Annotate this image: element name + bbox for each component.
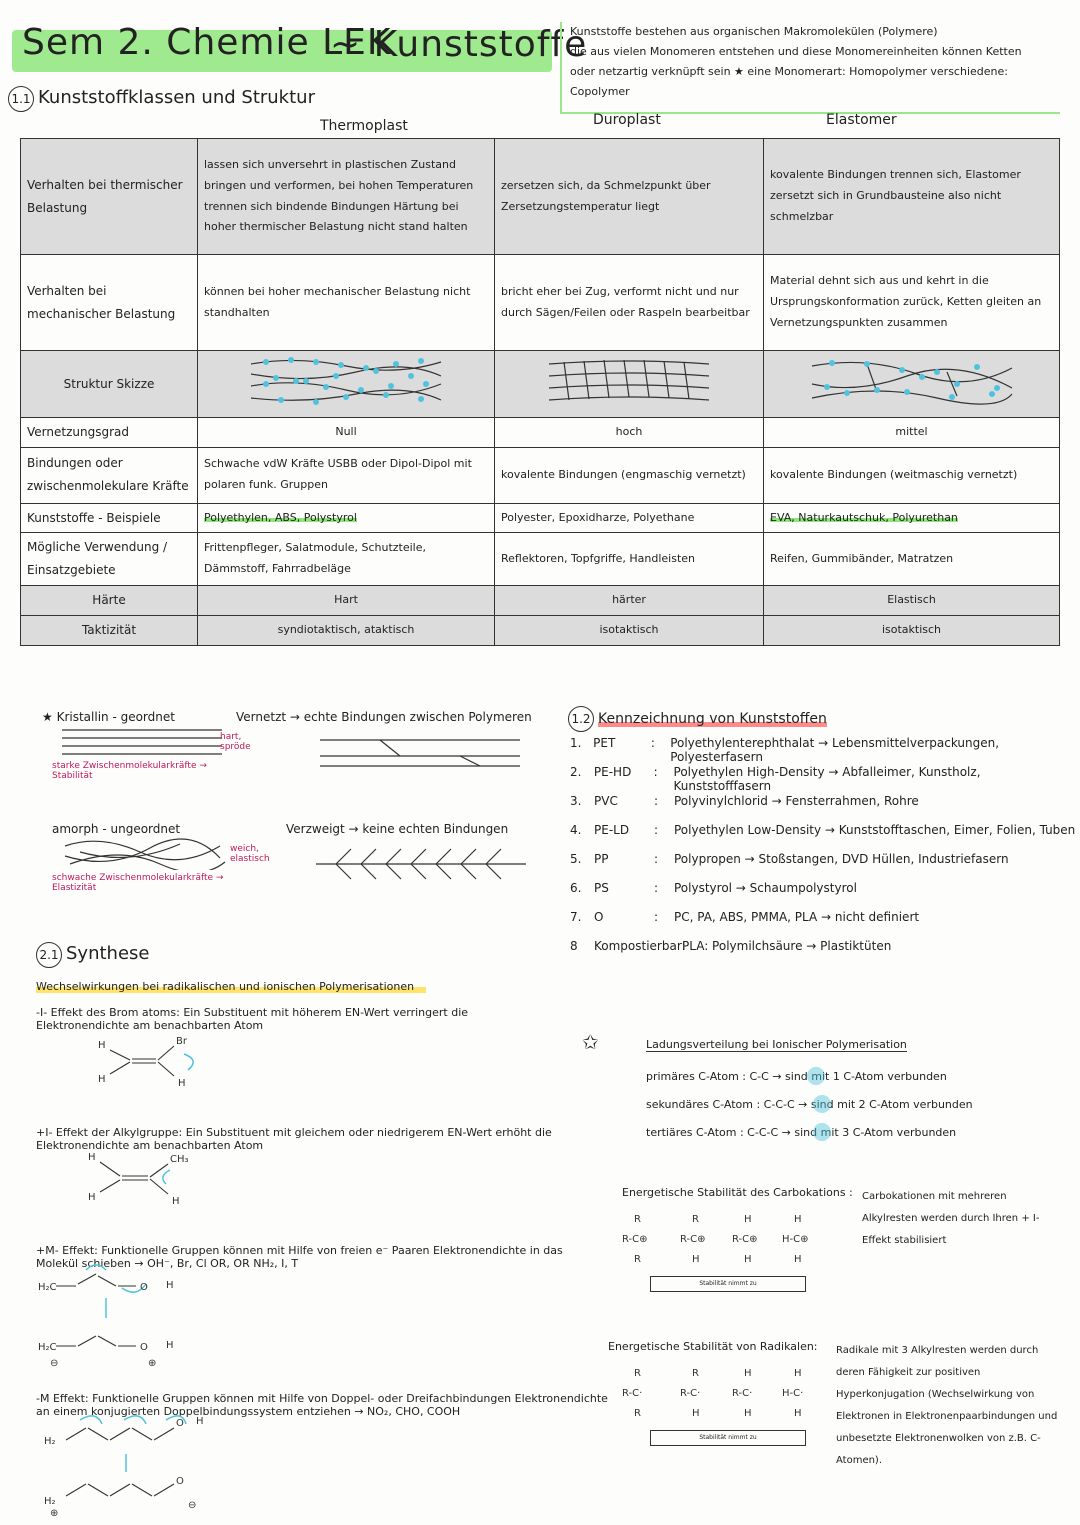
- table-cell: Material dehnt sich aus und kehrt in die Ursprungskonformation zurück, Ketten gleiten an Vernetzungspunkten zusammen: [764, 255, 1060, 351]
- svg-text:H-C⊕: H-C⊕: [782, 1234, 809, 1245]
- svg-text:H₂C: H₂C: [38, 1282, 57, 1293]
- svg-text:O: O: [176, 1476, 184, 1487]
- svg-text:H: H: [178, 1078, 186, 1089]
- page-title: Sem 2. Chemie LEK: [22, 22, 392, 63]
- svg-text:R: R: [634, 1408, 641, 1419]
- table-cell: hoch: [495, 417, 764, 447]
- section-number: 1.1: [8, 86, 34, 112]
- table-row: [21, 503, 1060, 533]
- section-2-1-heading: [36, 942, 149, 968]
- table-cell: isotaktisch: [495, 615, 764, 645]
- svg-text:H₂: H₂: [44, 1436, 56, 1447]
- svg-text:H: H: [794, 1214, 802, 1225]
- row-label: Vernetzungsgrad: [21, 417, 198, 447]
- amorph-property: weich, elastisch: [230, 844, 270, 864]
- kristallin-label: ★ Kristallin - geordnet: [42, 710, 175, 724]
- row-label: Mögliche Verwendung / Einsatzgebiete: [21, 533, 198, 586]
- m-minus-effect: -M Effekt: Funktionelle Gruppen können mit Hilfe von Doppel- oder Dreifachbindungen Elektronendichte an einem konjugierten Doppelbindungssystem entziehen → NO₂, CHO, COOH: [36, 1392, 608, 1418]
- svg-text:H: H: [88, 1192, 96, 1203]
- row-label: Kunststoffe - Beispiele: [21, 503, 198, 533]
- svg-text:R: R: [634, 1368, 641, 1379]
- table-cell: bricht eher bei Zug, verformt nicht und nur durch Sägen/Feilen oder Raspeln bearbeitbar: [495, 255, 764, 351]
- elastomer-network-sketch: [807, 354, 1017, 406]
- list-item: 3. PVC : Polyvinylchlorid → Fensterrahmen, Rohre: [570, 794, 919, 808]
- ionic-title: Ladungsverteilung bei Ionischer Polymerisation: [646, 1038, 907, 1051]
- svg-text:R-C·: R-C·: [680, 1388, 701, 1399]
- table-row: [21, 533, 1060, 586]
- list-item: 6. PS : Polystyrol → Schaumpolystyrol: [570, 881, 857, 895]
- duroplast-network-sketch: [539, 354, 719, 406]
- amorph-note: [52, 822, 270, 893]
- table-row: [21, 139, 1060, 255]
- table-cell: [764, 503, 1060, 533]
- radical-structures: [620, 1362, 840, 1422]
- svg-text:H: H: [172, 1196, 180, 1207]
- row-label: Verhalten bei mechanischer Belastung: [21, 255, 198, 351]
- svg-text:H: H: [744, 1214, 752, 1225]
- row-label: Taktizität: [21, 615, 198, 645]
- table-row: [21, 351, 1060, 418]
- svg-text:H: H: [88, 1152, 96, 1163]
- svg-text:R: R: [634, 1254, 641, 1265]
- kristallin-sketch: [62, 724, 232, 758]
- svg-text:Br: Br: [176, 1036, 187, 1047]
- verzweigt-label: Verzweigt → keine echten Bindungen: [286, 822, 509, 836]
- row-label: Härte: [21, 586, 198, 616]
- section-2-1-subtitle: Wechselwirkungen bei radikalischen und ionischen Polymerisationen: [36, 980, 426, 993]
- svg-text:H: H: [794, 1408, 802, 1419]
- table-row: [21, 255, 1060, 351]
- intro-box: [560, 22, 1060, 114]
- table-cell: kovalente Bindungen (weitmaschig vernetzt): [764, 447, 1060, 503]
- table-cell: lassen sich unversehrt in plastischen Zustand bringen und verformen, bei hohen Temperaturen trennen sich bindende Bindungen Härtung bei hoher thermischer Belastung nicht stand halten: [198, 139, 495, 255]
- svg-text:H: H: [98, 1074, 106, 1085]
- table-row: [21, 417, 1060, 447]
- column-heading-thermoplast: Thermoplast: [320, 118, 408, 134]
- table-cell: syndiotaktisch, ataktisch: [198, 615, 495, 645]
- kristallin-note: [42, 710, 251, 781]
- structure-sketch-duroplast: [495, 351, 764, 418]
- svg-text:H: H: [692, 1254, 700, 1265]
- primary-carbon: primäres C-Atom : C-C → sind mit 1 C-Atom verbunden: [646, 1070, 947, 1083]
- table-cell: härter: [495, 586, 764, 616]
- tertiary-carbon: tertiäres C-Atom : C-C-C → sind mit 3 C-Atom verbunden: [646, 1126, 957, 1139]
- table-cell: Null: [198, 417, 495, 447]
- list-item: 1. PET : Polyethylenterephthalat → Lebensmittelverpackungen, Polyesterfasern: [570, 736, 1000, 764]
- table-cell: [198, 503, 495, 533]
- table-cell: können bei hoher mechanischer Belastung nicht standhalten: [198, 255, 495, 351]
- svg-text:H: H: [794, 1368, 802, 1379]
- column-heading-duroplast: Duroplast: [593, 112, 661, 128]
- section-number: 2.1: [36, 942, 62, 968]
- svg-text:H: H: [744, 1368, 752, 1379]
- verzweigt-note: [286, 822, 536, 887]
- arrow-label: Stabilität nimmt zu: [650, 1430, 806, 1446]
- list-item: 7. O : PC, PA, ABS, PMMA, PLA → nicht definiert: [570, 910, 920, 924]
- section-1-2-title: Kennzeichnung von Kunststoffen: [598, 711, 827, 727]
- structure-sketch-thermoplast: [198, 351, 495, 418]
- svg-text:H: H: [196, 1416, 204, 1427]
- row-label: Struktur Skizze: [21, 351, 198, 418]
- table-cell: kovalente Bindungen (engmaschig vernetzt): [495, 447, 764, 503]
- table-cell: Frittenpfleger, Salatmodule, Schutzteile, Dämmstoff, Fahrradbeläge: [198, 533, 495, 586]
- verzweigt-sketch: [316, 844, 536, 884]
- vernetzt-note: [236, 710, 540, 775]
- plastic-codes-list: [570, 736, 1080, 968]
- svg-text:H₂: H₂: [44, 1496, 56, 1507]
- highlighted-example: EVA, Naturkautschuk, Polyurethan: [770, 510, 958, 524]
- table-cell: kovalente Bindungen trennen sich, Elastomer zersetzt sich in Grundbausteine also nicht schmelzbar: [764, 139, 1060, 255]
- svg-text:H: H: [744, 1408, 752, 1419]
- svg-text:R: R: [692, 1214, 699, 1225]
- carbon-highlights: [800, 1064, 860, 1160]
- secondary-carbon: sekundäres C-Atom : C-C-C → sind mit 2 C-Atom verbunden: [646, 1098, 973, 1111]
- table-cell: Reflektoren, Topfgriffe, Handleisten: [495, 533, 764, 586]
- svg-text:H: H: [692, 1408, 700, 1419]
- stability-arrow-carbocation: [650, 1276, 806, 1292]
- amorph-subnote: schwache Zwischenmolekularkräfte → Elastizität: [52, 873, 224, 893]
- svg-text:R-C·: R-C·: [732, 1388, 753, 1399]
- table-row: [21, 586, 1060, 616]
- svg-text:O: O: [140, 1342, 148, 1353]
- svg-text:H₂C: H₂C: [38, 1342, 57, 1353]
- highlighted-example: Polyethylen, ABS, Polystyrol: [204, 510, 357, 524]
- carbocation-text: Carbokationen mit mehreren Alkylresten werden durch Ihren + I- Effekt stabilisiert: [862, 1191, 1040, 1246]
- page-subject: ~ Kunststoffe: [330, 24, 588, 65]
- section-1-1-heading: [8, 86, 315, 112]
- intro-line: Kunststoffe bestehen aus organischen Makromolekülen (Polymere): [570, 25, 938, 38]
- svg-text:R-C·: R-C·: [622, 1388, 643, 1399]
- svg-text:R: R: [634, 1214, 641, 1225]
- thermoplast-chains-sketch: [246, 354, 446, 406]
- svg-text:R-C⊕: R-C⊕: [680, 1234, 706, 1245]
- svg-text:R: R: [692, 1368, 699, 1379]
- i-minus-molecule: [90, 1030, 210, 1090]
- table-row: [21, 447, 1060, 503]
- row-label: Bindungen oder zwischenmolekulare Kräfte: [21, 447, 198, 503]
- list-item: 5. PP : Polypropen → Stoßstangen, DVD Hüllen, Industriefasern: [570, 852, 1009, 866]
- table-cell: isotaktisch: [764, 615, 1060, 645]
- m-minus-resonance: [36, 1410, 226, 1520]
- svg-text:O: O: [140, 1282, 148, 1293]
- svg-text:⊖: ⊖: [50, 1358, 59, 1369]
- svg-text:H-C·: H-C·: [782, 1388, 804, 1399]
- svg-text:H: H: [166, 1340, 174, 1351]
- vernetzt-sketch: [320, 732, 540, 772]
- column-heading-elastomer: Elastomer: [826, 112, 897, 128]
- table-cell: Polyester, Epoxidharze, Polyethane: [495, 503, 764, 533]
- section-1-1-title: Kunststoffklassen und Struktur: [38, 87, 315, 108]
- m-plus-resonance: [36, 1262, 206, 1382]
- svg-text:H: H: [98, 1040, 106, 1051]
- amorph-label: amorph - ungeordnet: [52, 822, 181, 836]
- table-cell: Schwache vdW Kräfte USBB oder Dipol-Dipol mit polaren funk. Gruppen: [198, 447, 495, 503]
- amorph-sketch: [60, 836, 230, 870]
- radical-text: Radikale mit 3 Alkylresten werden durch deren Fähigkeit zur positiven Hyperkonjugation (Wechselwirkung von Elektronen in Elektronenpaarbindungen und unbesetzte Elektronenwolken von z.B. C-Atomen).: [836, 1345, 1058, 1466]
- svg-text:H: H: [166, 1280, 174, 1291]
- carbocation-structures: [620, 1208, 840, 1268]
- svg-text:R-C⊕: R-C⊕: [732, 1234, 758, 1245]
- table-row: [21, 615, 1060, 645]
- table-cell: Reifen, Gummibänder, Matratzen: [764, 533, 1060, 586]
- list-item: 4. PE-LD : Polyethylen Low-Density → Kunststofftaschen, Eimer, Folien, Tuben: [570, 823, 1076, 837]
- table-cell: Hart: [198, 586, 495, 616]
- table-cell: mittel: [764, 417, 1060, 447]
- star-icon: ✩: [582, 1030, 599, 1054]
- section-1-2-heading: [568, 706, 827, 732]
- svg-text:CH₃: CH₃: [170, 1154, 189, 1165]
- list-item: 2. PE-HD : Polyethylen High-Density → Abfalleimer, Kunstholz, Kunststofffasern: [570, 765, 981, 793]
- m-plus-effect: +M- Effekt: Funktionelle Gruppen können mit Hilfe von freien e⁻ Paaren Elektronendichte in das Molekül schieben → OH⁻, Br, Cl OR, OR NH₂, I, T: [36, 1244, 563, 1270]
- i-plus-effect: +I- Effekt der Alkylgruppe: Ein Substituent mit gleichem oder niedrigerem EN-Wert erhöht die Elektronendichte am benachbarten Atom: [36, 1126, 552, 1152]
- svg-text:⊕: ⊕: [50, 1508, 59, 1519]
- svg-text:H: H: [744, 1254, 752, 1265]
- i-minus-effect: -I- Effekt des Brom atoms: Ein Substituent mit höherem EN-Wert verringert die Elektronendichte am benachbarten Atom: [36, 1006, 469, 1032]
- section-2-1-title: Synthese: [66, 943, 150, 964]
- svg-text:⊖: ⊖: [188, 1500, 197, 1511]
- i-plus-molecule: [80, 1148, 210, 1208]
- section-number: 1.2: [568, 706, 594, 732]
- intro-line: oder netzartig verknüpft sein ★ eine Monomerart: Homopolymer verschiedene: Copolymer: [570, 65, 1008, 98]
- intro-line: die aus vielen Monomeren entstehen und diese Monomereinheiten können Ketten: [570, 45, 1022, 58]
- radical-title: Energetische Stabilität von Radikalen:: [608, 1340, 818, 1353]
- carbocation-title: Energetische Stabilität des Carbokations :: [622, 1186, 853, 1199]
- svg-text:R-C⊕: R-C⊕: [622, 1234, 648, 1245]
- list-item: 8 Kompostierbar: PLA: Polymilchsäure → Plastiktüten: [570, 939, 892, 953]
- table-cell: Elastisch: [764, 586, 1060, 616]
- svg-text:⊕: ⊕: [148, 1358, 157, 1369]
- structure-sketch-elastomer: [764, 351, 1060, 418]
- table-cell: zersetzen sich, da Schmelzpunkt über Zersetzungstemperatur liegt: [495, 139, 764, 255]
- plastics-table: [20, 138, 1060, 646]
- row-label: Verhalten bei thermischer Belastung: [21, 139, 198, 255]
- svg-text:O: O: [176, 1418, 184, 1429]
- kristallin-subnote: starke Zwischenmolekularkräfte → Stabilität: [52, 761, 207, 781]
- vernetzt-label: Vernetzt → echte Bindungen zwischen Polymeren: [236, 710, 532, 724]
- svg-text:H: H: [794, 1254, 802, 1265]
- stability-arrow-radical: [650, 1430, 806, 1446]
- kristallin-property: hart, spröde: [220, 732, 251, 752]
- arrow-label: Stabilität nimmt zu: [650, 1276, 806, 1292]
